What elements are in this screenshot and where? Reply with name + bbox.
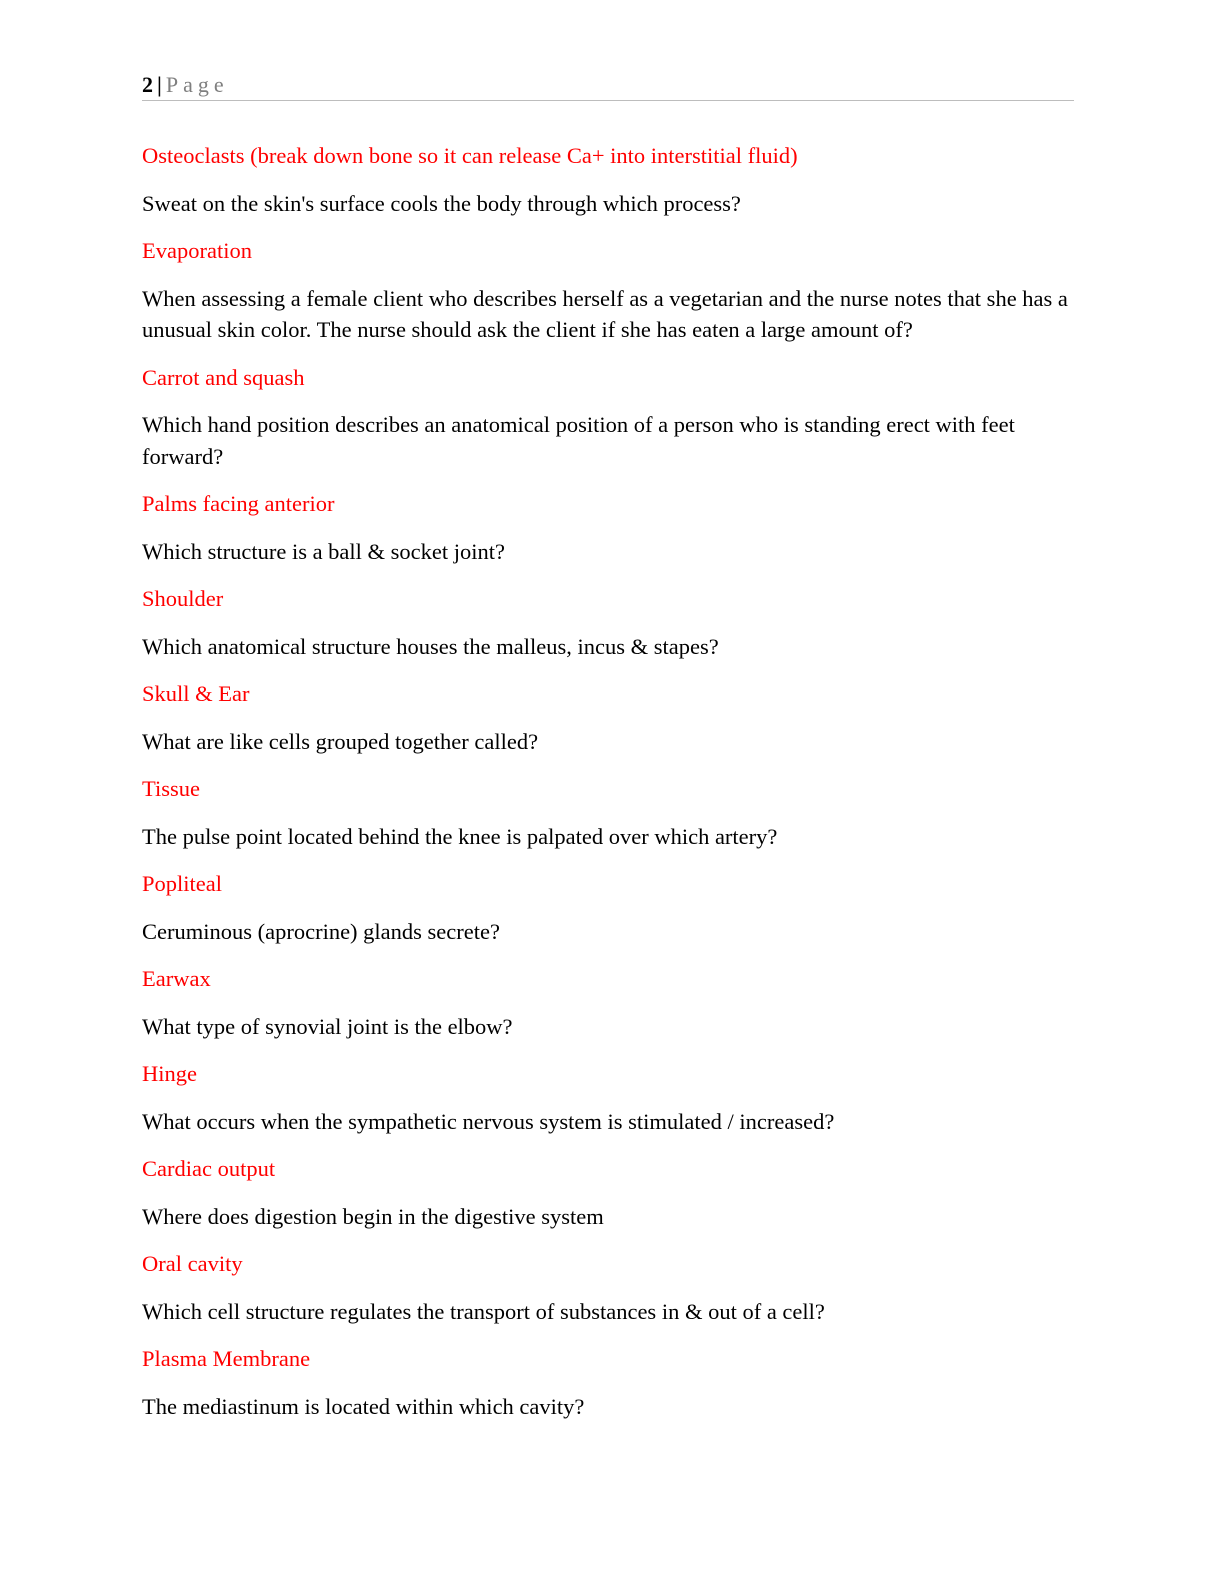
line-18: What type of synovial joint is the elbow? bbox=[142, 1013, 513, 1039]
line-15: Popliteal bbox=[142, 871, 222, 896]
line-10: Which anatomical structure houses the malleus, incus & stapes? bbox=[142, 633, 719, 659]
line-1: Osteoclasts (break down bone so it can release Ca+ into interstitial fluid) bbox=[142, 143, 798, 168]
line-19: Hinge bbox=[142, 1061, 197, 1086]
line-21: Cardiac output bbox=[142, 1156, 276, 1181]
line-17: Earwax bbox=[142, 966, 211, 991]
line-24: Which cell structure regulates the transport of substances in & out of a cell? bbox=[142, 1298, 825, 1324]
line-2: Sweat on the skin's surface cools the body through which process? bbox=[142, 190, 741, 216]
line-7: Palms facing anterior bbox=[142, 491, 335, 516]
line-25: Plasma Membrane bbox=[142, 1346, 311, 1371]
line-22: Where does digestion begin in the digestive system bbox=[142, 1203, 604, 1229]
line-26: The mediastinum is located within which cavity? bbox=[142, 1393, 585, 1419]
line-4: When assessing a female client who describes herself as a vegetarian and the nurse notes that she has a unusual skin color. The nurse should ask the client if she has eaten a large amount of? bbox=[142, 285, 1068, 342]
line-11: Skull & Ear bbox=[142, 681, 250, 706]
line-16: Ceruminous (aprocrine) glands secrete? bbox=[142, 918, 500, 944]
line-9: Shoulder bbox=[142, 586, 224, 611]
page-label: Page bbox=[165, 72, 229, 97]
line-8: Which structure is a ball & socket joint? bbox=[142, 538, 506, 564]
line-23: Oral cavity bbox=[142, 1251, 243, 1276]
line-5: Carrot and squash bbox=[142, 364, 305, 390]
line-20: What occurs when the sympathetic nervous system is stimulated / increased? bbox=[142, 1108, 835, 1134]
line-12: What are like cells grouped together called? bbox=[142, 728, 539, 754]
page-separator: | bbox=[157, 72, 162, 97]
line-6: Which hand position describes an anatomical position of a person who is standing erect with feet forward? bbox=[142, 412, 1015, 469]
line-3: Evaporation bbox=[142, 238, 252, 263]
line-14: The pulse point located behind the knee is palpated over which artery? bbox=[142, 823, 778, 849]
document-body bbox=[142, 140, 1074, 1438]
line-13: Tissue bbox=[142, 776, 200, 801]
page-number: 2 bbox=[142, 72, 153, 97]
page-header bbox=[142, 70, 1074, 101]
